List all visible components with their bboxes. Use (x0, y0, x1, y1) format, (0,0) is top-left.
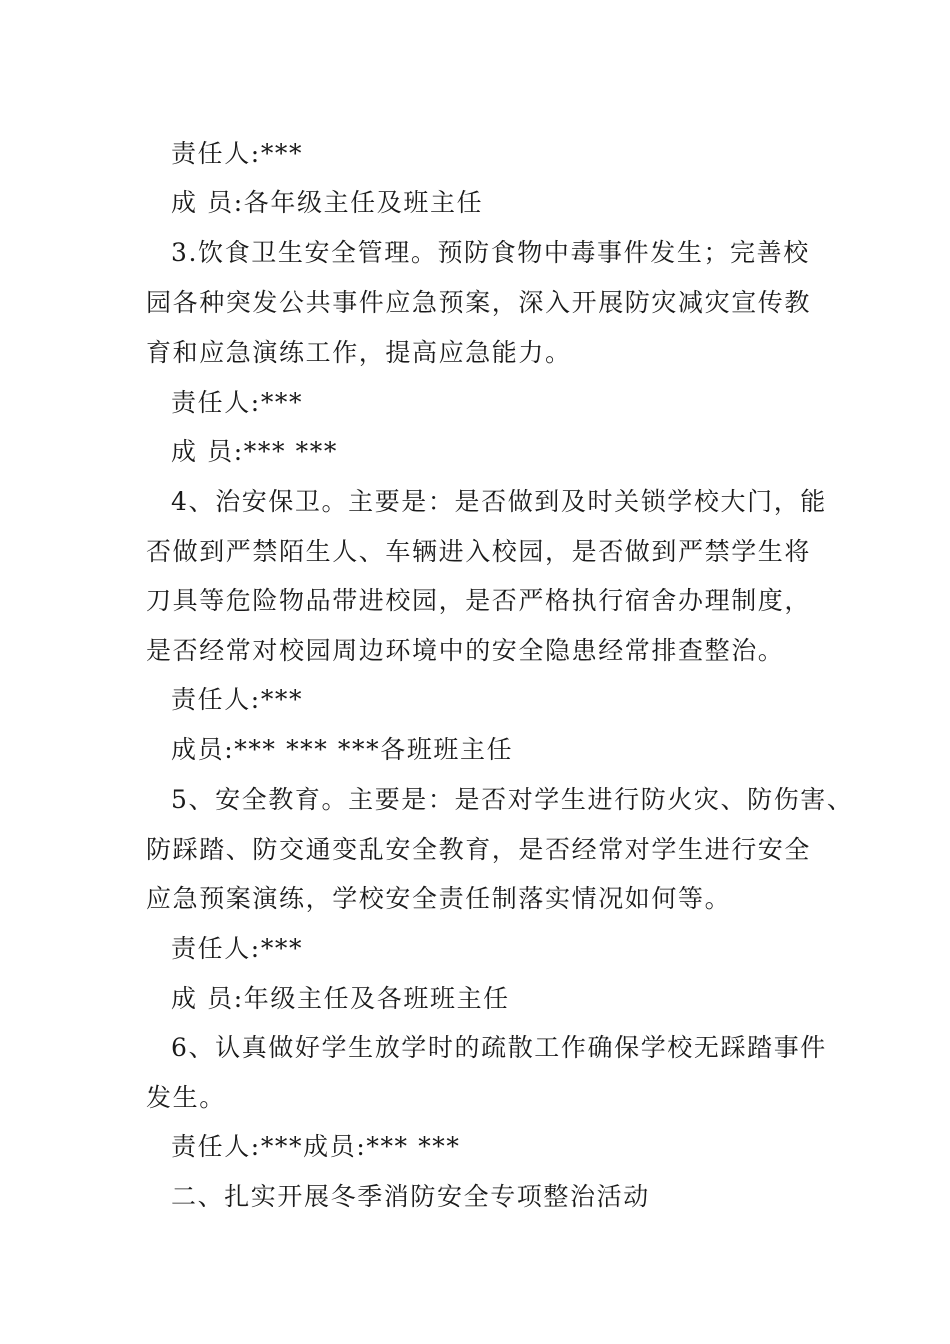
text-line: 发生。 (146, 1083, 226, 1112)
text-line: 成员:*** *** ***各班班主任 (171, 735, 514, 764)
text-line: 5、安全教育。主要是：是否对学生进行防火灾、防伤害、 (171, 785, 854, 814)
text-line: 刀具等危险物品带进校园，是否严格执行宿舍办理制度， (146, 586, 812, 615)
text-line: 责任人:*** (171, 388, 304, 417)
text-line: 育和应急演练工作，提高应急能力。 (146, 338, 572, 367)
text-line: 4、治安保卫。主要是：是否做到及时关锁学校大门，能 (171, 487, 827, 516)
text-line: 责任人:***成员:*** *** (171, 1132, 461, 1161)
text-line: 应急预案演练，学校安全责任制落实情况如何等。 (146, 884, 732, 913)
text-line: 责任人:*** (171, 139, 304, 168)
text-line: 成 员:*** *** (171, 437, 338, 466)
section-heading: 二、扎实开展冬季消防安全专项整治活动 (171, 1182, 650, 1211)
text-line: 责任人:*** (171, 685, 304, 714)
text-line: 否做到严禁陌生人、车辆进入校园，是否做到严禁学生将 (146, 537, 812, 566)
text-line: 成 员:年级主任及各班班主任 (171, 984, 510, 1013)
text-line: 6、认真做好学生放学时的疏散工作确保学校无踩踏事件 (171, 1033, 827, 1062)
text-line: 责任人:*** (171, 934, 304, 963)
text-line: 园各种突发公共事件应急预案，深入开展防灾减灾宣传教 (146, 288, 812, 317)
text-line: 3.饮食卫生安全管理。预防食物中毒事件发生；完善校 (171, 238, 810, 267)
text-line: 成 员:各年级主任及班主任 (171, 188, 484, 217)
text-line: 防踩踏、防交通变乱安全教育，是否经常对学生进行安全 (146, 835, 812, 864)
text-line: 是否经常对校园周边环境中的安全隐患经常排查整治。 (146, 636, 785, 665)
